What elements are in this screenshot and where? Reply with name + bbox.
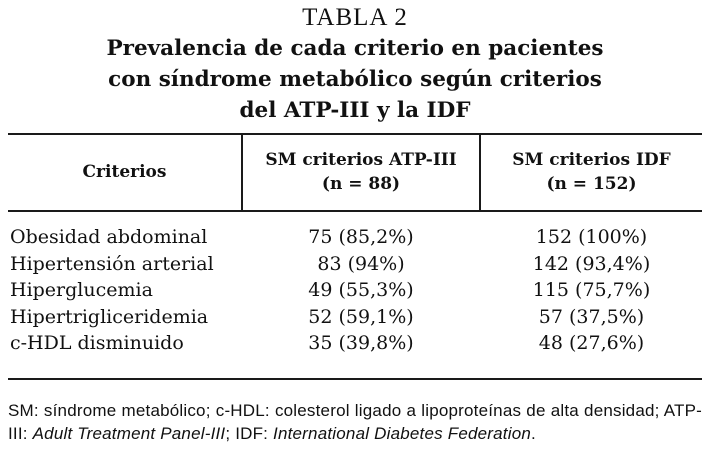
cell-idf: 57 (37,5%) <box>538 305 645 328</box>
cell-criterio: Hipertensión arterial <box>10 252 214 275</box>
column-header-criterios-text: Criterios <box>82 162 167 182</box>
footnote-atp-expansion: Adult Treatment Panel-III <box>32 424 226 443</box>
table-body <box>0 224 710 357</box>
cell-idf: 152 (100%) <box>535 226 648 248</box>
footnote-text-2: ; IDF: <box>225 424 274 443</box>
table-row <box>0 304 710 331</box>
table-title-line-2: con síndrome metabólico según criterios <box>108 67 602 92</box>
table-row <box>0 330 710 357</box>
table-header-rule <box>8 210 702 212</box>
column-header-atp <box>243 134 479 210</box>
table-footnote <box>8 399 702 445</box>
cell-idf: 115 (75,7%) <box>532 279 651 301</box>
cell-criterio: Obesidad abdominal <box>10 226 208 248</box>
cell-idf: 48 (27,6%) <box>538 332 645 354</box>
column-header-idf <box>481 134 702 210</box>
cell-criterio: Hiperglucemia <box>10 279 153 301</box>
table-row <box>0 224 710 251</box>
cell-atp: 75 (85,2%) <box>308 226 414 248</box>
cell-atp: 83 (94%) <box>317 252 405 275</box>
table-title-line-1: Prevalencia de cada criterio en pacientes <box>106 36 604 61</box>
column-header-atp-line-1: SM criterios ATP-III <box>265 150 457 170</box>
cell-atp: 52 (59,1%) <box>308 305 414 328</box>
cell-idf: 142 (93,4%) <box>532 252 651 275</box>
column-header-idf-line-1: SM criterios IDF <box>512 150 671 170</box>
table-row <box>0 251 710 278</box>
footnote-idf-expansion: International Diabetes Federation <box>273 424 532 443</box>
column-header-idf-line-2: (n = 152) <box>546 174 637 194</box>
table-title-line-3: del ATP-III y la IDF <box>239 98 471 123</box>
column-header-atp-line-2: (n = 88) <box>321 174 401 194</box>
footnote-text-1: SM: síndrome metabólico; c-HDL: colesterol ligado a lipoproteínas de alta densidad; ATP-III: <box>8 401 702 443</box>
table-title <box>0 33 710 126</box>
cell-atp: 35 (39,8%) <box>308 332 414 354</box>
cell-criterio: c-HDL disminuido <box>10 332 184 354</box>
column-header-criterios <box>8 134 241 210</box>
table-bottom-rule <box>8 378 702 380</box>
footnote-text-3: . <box>531 424 536 443</box>
cell-atp: 49 (55,3%) <box>308 279 414 301</box>
cell-criterio: Hipertrigliceridemia <box>10 305 209 328</box>
table-row <box>0 277 710 304</box>
table-label: TABLA 2 <box>302 4 408 31</box>
